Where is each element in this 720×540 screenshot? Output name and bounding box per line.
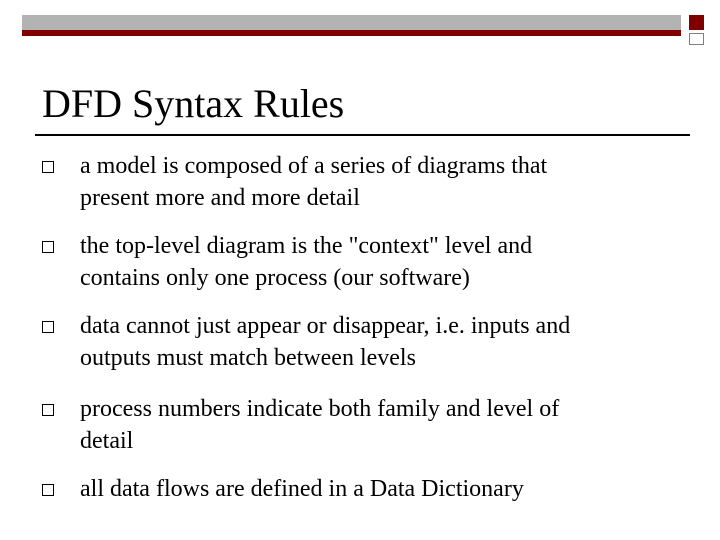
bullet-text-line: contains only one process (our software) [80,265,470,291]
bullet-text-line: process numbers indicate both family and level of [80,396,560,422]
bullet-text-line: present more and more detail [80,185,360,211]
bullet-text-line: all data flows are defined in a Data Dictionary [80,476,524,502]
square-bullet-icon [42,161,54,173]
bullet-text [80,310,680,374]
slide-title: DFD Syntax Rules [42,81,345,126]
square-bullet-icon [42,484,54,496]
bullet-text [80,473,680,505]
square-bullet-icon [42,241,54,253]
bullet-text-line: a model is composed of a series of diagrams that [80,153,548,179]
bullet-text [80,230,680,294]
square-bullet-icon [42,321,54,333]
square-bullet-icon [42,404,54,416]
bullet-text-line: detail [80,428,134,454]
bullet-text [80,393,680,457]
bullet-text-line: data cannot just appear or disappear, i.e. inputs and [80,313,571,339]
bullet-text-line: outputs must match between levels [80,345,416,371]
bullet-text [80,150,680,214]
bullet-text-line: the top-level diagram is the "context" level and [80,233,533,259]
